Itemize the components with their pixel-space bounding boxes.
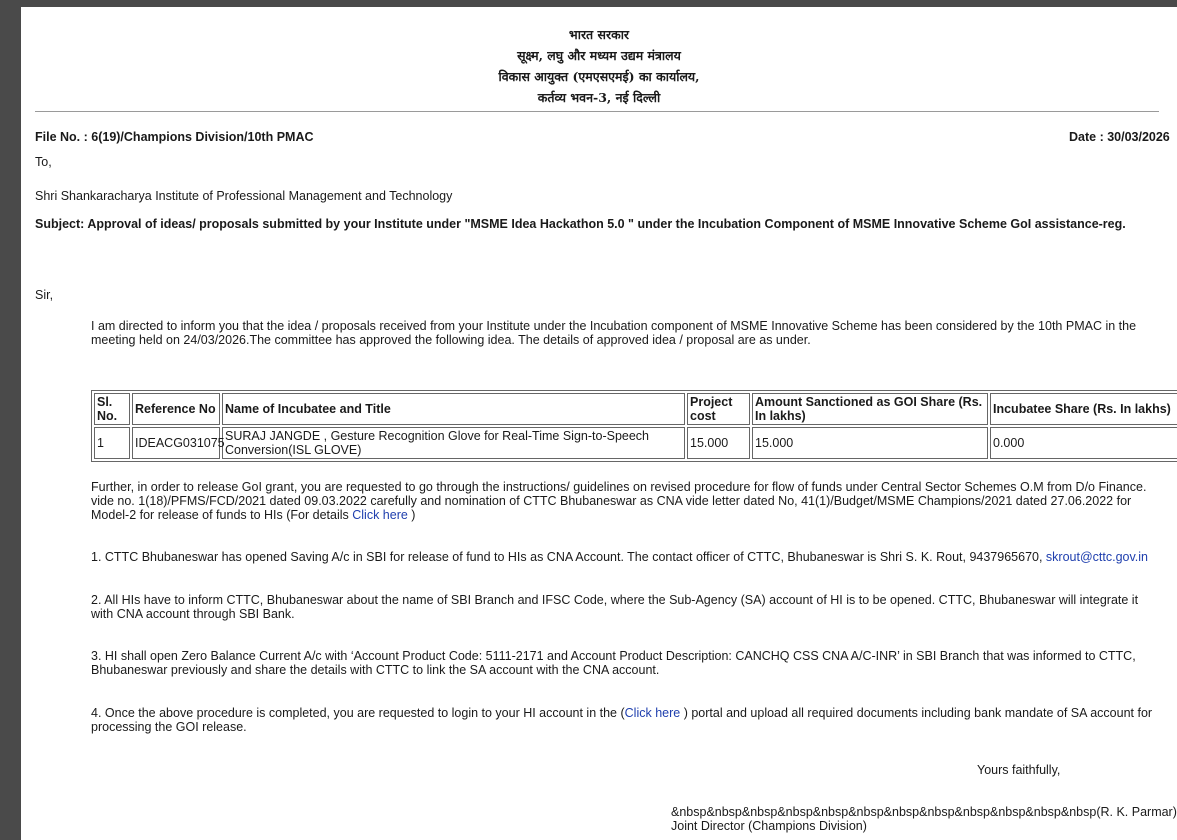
funds-instructions-text: Further, in order to release GoI grant, you are requested to go through the instructions/ guidelines on revised procedure for flow of funds under Central Sector Schemes O.M from D/o Finance. vide no. 1(18)/PFMS/FCD/2021 dated 09.03.2022 carefully and nomination of CTTC Bhubaneswar as CNA vide letter dated No, 41(1)/Budget/MSME Champions/2021 dated 27.06.2022 for Model-2 for release of funds to HIs (For details [91,480,1147,522]
header-office: विकास आयुक्त (एमएसएमई) का कार्यालय, [498,69,700,84]
point-2: 2. All HIs have to inform CTTC, Bhubaneswar about the name of SBI Branch and IFSC Code, where the Sub-Agency (SA) account of HI is to be opened. CTTC, Bhubaneswar will integrate it with CNA account through SBI Bank. [91,593,1139,621]
cell-goi-share: 15.000 [752,427,988,459]
point-3: 3. HI shall open Zero Balance Current A/c with ‘Account Product Code: 5111-2171 and Account Product Description: CANCHQ CSS CNA A/C-INR’ in SBI Branch that was informed to CTTC, Bhubaneswar previously and share the details with CTTC to link the SA account with the CNA account. [91,649,1136,677]
letter-page [21,7,1177,840]
col-header-reference-no: Reference No [132,393,220,425]
cell-reference-no: IDEACG031075 [132,427,220,459]
institute-name: Shri Shankaracharya Institute of Professional Management and Technology [35,189,453,203]
to-label: To, [35,155,52,169]
col-header-sl-no: Sl. No. [94,393,130,425]
col-header-project-cost: Project cost [687,393,750,425]
point-4-prefix: 4. Once the above procedure is completed, you are requested to login to your HI account in the ( [91,706,625,720]
subject-line: Subject: Approval of ideas/ proposals submitted by your Institute under "MSME Idea Hackathon 5.0 " under the Incubation Component of MSME Innovative Scheme GoI assistance-reg. [35,217,1126,231]
header-ministry: सूक्ष्म, लघु और मध्यम उद्यम मंत्रालय [517,48,681,63]
col-header-incubatee-share: Incubatee Share (Rs. In lakhs) [990,393,1177,425]
header-govt: भारत सरकार [568,27,630,42]
point-1 [91,550,1155,564]
closing-yours-faithfully: Yours faithfully, [977,763,1061,777]
funds-instructions-suffix: ) [407,508,416,522]
cell-project-cost: 15.000 [687,427,750,459]
header-divider [35,111,1159,112]
letter-date: Date : 30/03/2026 [1069,130,1170,144]
cell-incubatee-title: SURAJ JANGDE , Gesture Recognition Glove for Real-Time Sign-to-Speech Conversion(ISL GLOVE) [222,427,685,459]
guidelines-link[interactable]: Click here [352,508,408,522]
contact-email-link[interactable]: skrout@cttc.gov.in [1045,550,1148,564]
point-4-suffix: ) portal and upload all required documents including bank mandate of SA account for processing the GOI release. [91,706,1153,734]
cell-sl-no: 1 [94,427,130,459]
col-header-incubatee-title: Name of Incubatee and Title [222,393,685,425]
col-header-goi-share: Amount Sanctioned as GOI Share (Rs. In lakhs) [752,393,988,425]
file-number: File No. : 6(19)/Champions Division/10th PMAC [35,130,314,144]
cell-incubatee-share: 0.000 [990,427,1177,459]
intro-paragraph: I am directed to inform you that the idea / proposals received from your Institute under the Incubation component of MSME Innovative Scheme has been considered by the 10th PMAC in the meeting held on 24/03/2026.The committee has approved the following idea. The details of approved idea / proposal are as under. [91,319,1137,347]
salutation: Sir, [35,288,54,302]
point-4 [91,706,1155,734]
table-row [94,427,1177,459]
point-1-text: 1. CTTC Bhubaneswar has opened Saving A/c in SBI for release of fund to HIs as CNA Account. The contact officer of CTTC, Bhubaneswar is Shri S. K. Rout, 9437965670, [91,550,1046,564]
funds-instructions-paragraph [91,480,1155,522]
signatory-designation: Joint Director (Champions Division) [671,819,867,833]
signatory-name: &nbsp&nbsp&nbsp&nbsp&nbsp&nbsp&nbsp&nbsp&nbsp&nbsp&nbsp&nbsp(R. K. Parmar) [671,805,1177,819]
table-header-row [94,393,1177,425]
hi-portal-link[interactable]: Click here [624,706,681,720]
header-address: कर्तव्य भवन-3, नई दिल्ली [537,90,661,105]
approved-ideas-table [91,390,1177,462]
